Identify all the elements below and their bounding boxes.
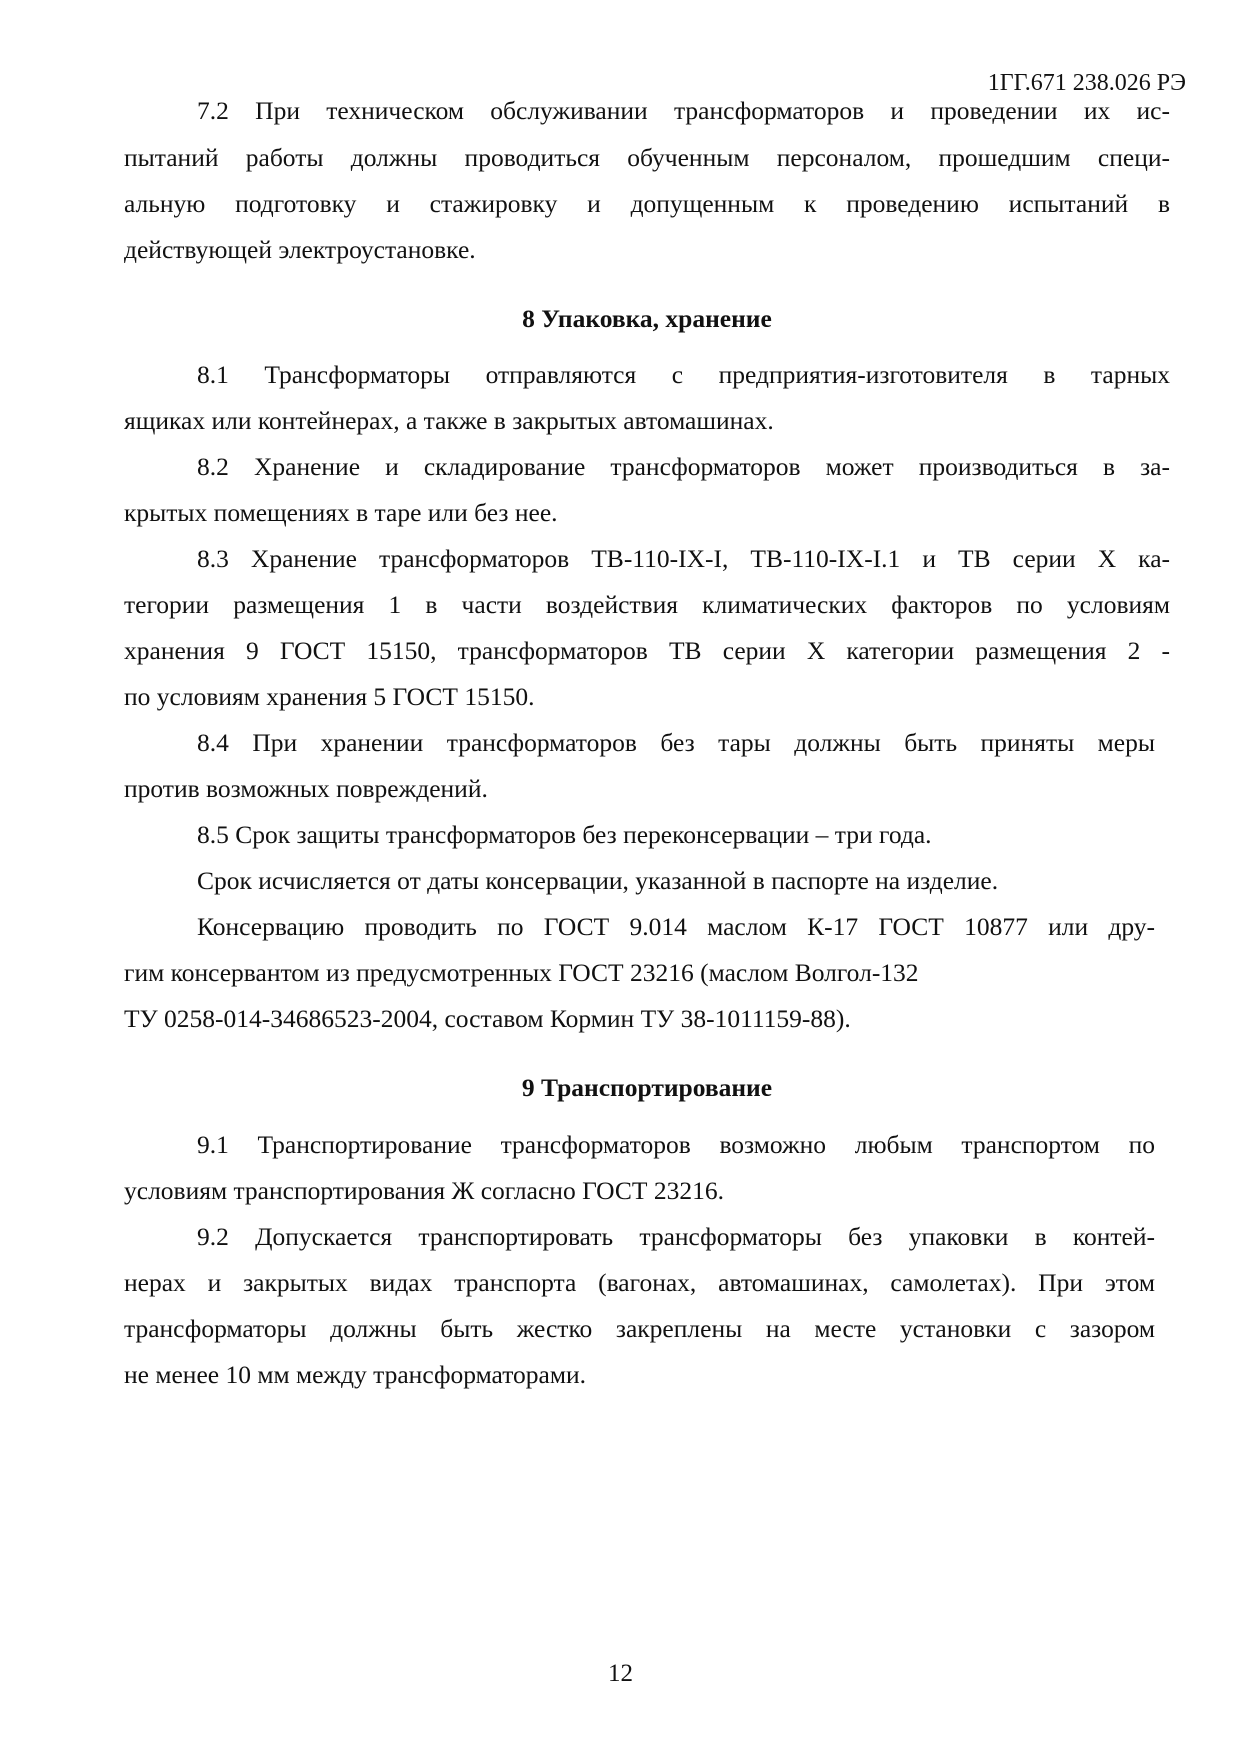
text-line: не менее 10 мм между трансформаторами. — [124, 1360, 586, 1389]
text-line: 8.4 При хранении трансформаторов без тары должны быть приняты меры — [197, 728, 1155, 757]
text-line: хранения 9 ГОСТ 15150, трансформаторов ТВ серии Х категории размещения 2 - — [124, 636, 1170, 665]
text-line: против возможных повреждений. — [124, 774, 488, 803]
text-line: пытаний работы должны проводиться обученным персоналом, прошедшим специ- — [124, 143, 1170, 172]
text-line: 7.2 При техническом обслуживании трансформаторов и проведении их ис- — [197, 96, 1170, 125]
text-line: гим консервантом из предусмотренных ГОСТ 23216 (маслом Волгол-132 — [124, 958, 919, 987]
text-line: условиям транспортирования Ж согласно ГОСТ 23216. — [124, 1176, 724, 1205]
text-line: крытых помещениях в таре или без нее. — [124, 498, 558, 527]
text-line: 9.1 Транспортирование трансформаторов возможно любым транспортом по — [197, 1130, 1155, 1159]
text-line: тегории размещения 1 в части воздействия климатических факторов по условиям — [124, 590, 1170, 619]
text-line: ящиках или контейнерах, а также в закрытых автомашинах. — [124, 406, 774, 435]
text-line: Срок исчисляется от даты консервации, указанной в паспорте на изделие. — [197, 866, 999, 895]
text-line: 9.2 Допускается транспортировать трансформаторы без упаковки в контей- — [197, 1222, 1155, 1251]
text-line: Консервацию проводить по ГОСТ 9.014 маслом К-17 ГОСТ 10877 или дру- — [197, 912, 1155, 941]
text-line: действующей электроустановке. — [124, 235, 476, 264]
text-line: трансформаторы должны быть жестко закреплены на месте установки с зазором — [124, 1314, 1155, 1343]
text-line: 8.3 Хранение трансформаторов ТВ-110-IX-I, ТВ-110-IX-I.1 и ТВ серии Х ка- — [197, 544, 1170, 573]
section-heading-9: 9 Транспортирование — [521, 1073, 773, 1102]
text-line: 8.5 Срок защиты трансформаторов без переконсервации – три года. — [197, 820, 932, 849]
text-line: альную подготовку и стажировку и допущенным к проведению испытаний в — [124, 189, 1170, 218]
text-line: ТУ 0258-014-34686523-2004, составом Кормин ТУ 38-1011159-88). — [124, 1004, 851, 1033]
text-line: по условиям хранения 5 ГОСТ 15150. — [124, 682, 535, 711]
doc-code: 1ГГ.671 238.026 РЭ — [987, 70, 1186, 96]
text-line: нерах и закрытых видах транспорта (вагонах, автомашинах, самолетах). При этом — [124, 1268, 1155, 1297]
page-number: 12 — [608, 1660, 633, 1687]
text-line: 8.2 Хранение и складирование трансформаторов может производиться в за- — [197, 452, 1170, 481]
section-heading-8: 8 Упаковка, хранение — [522, 304, 772, 333]
text-line: 8.1 Трансформаторы отправляются с предприятия-изготовителя в тарных — [197, 360, 1170, 389]
